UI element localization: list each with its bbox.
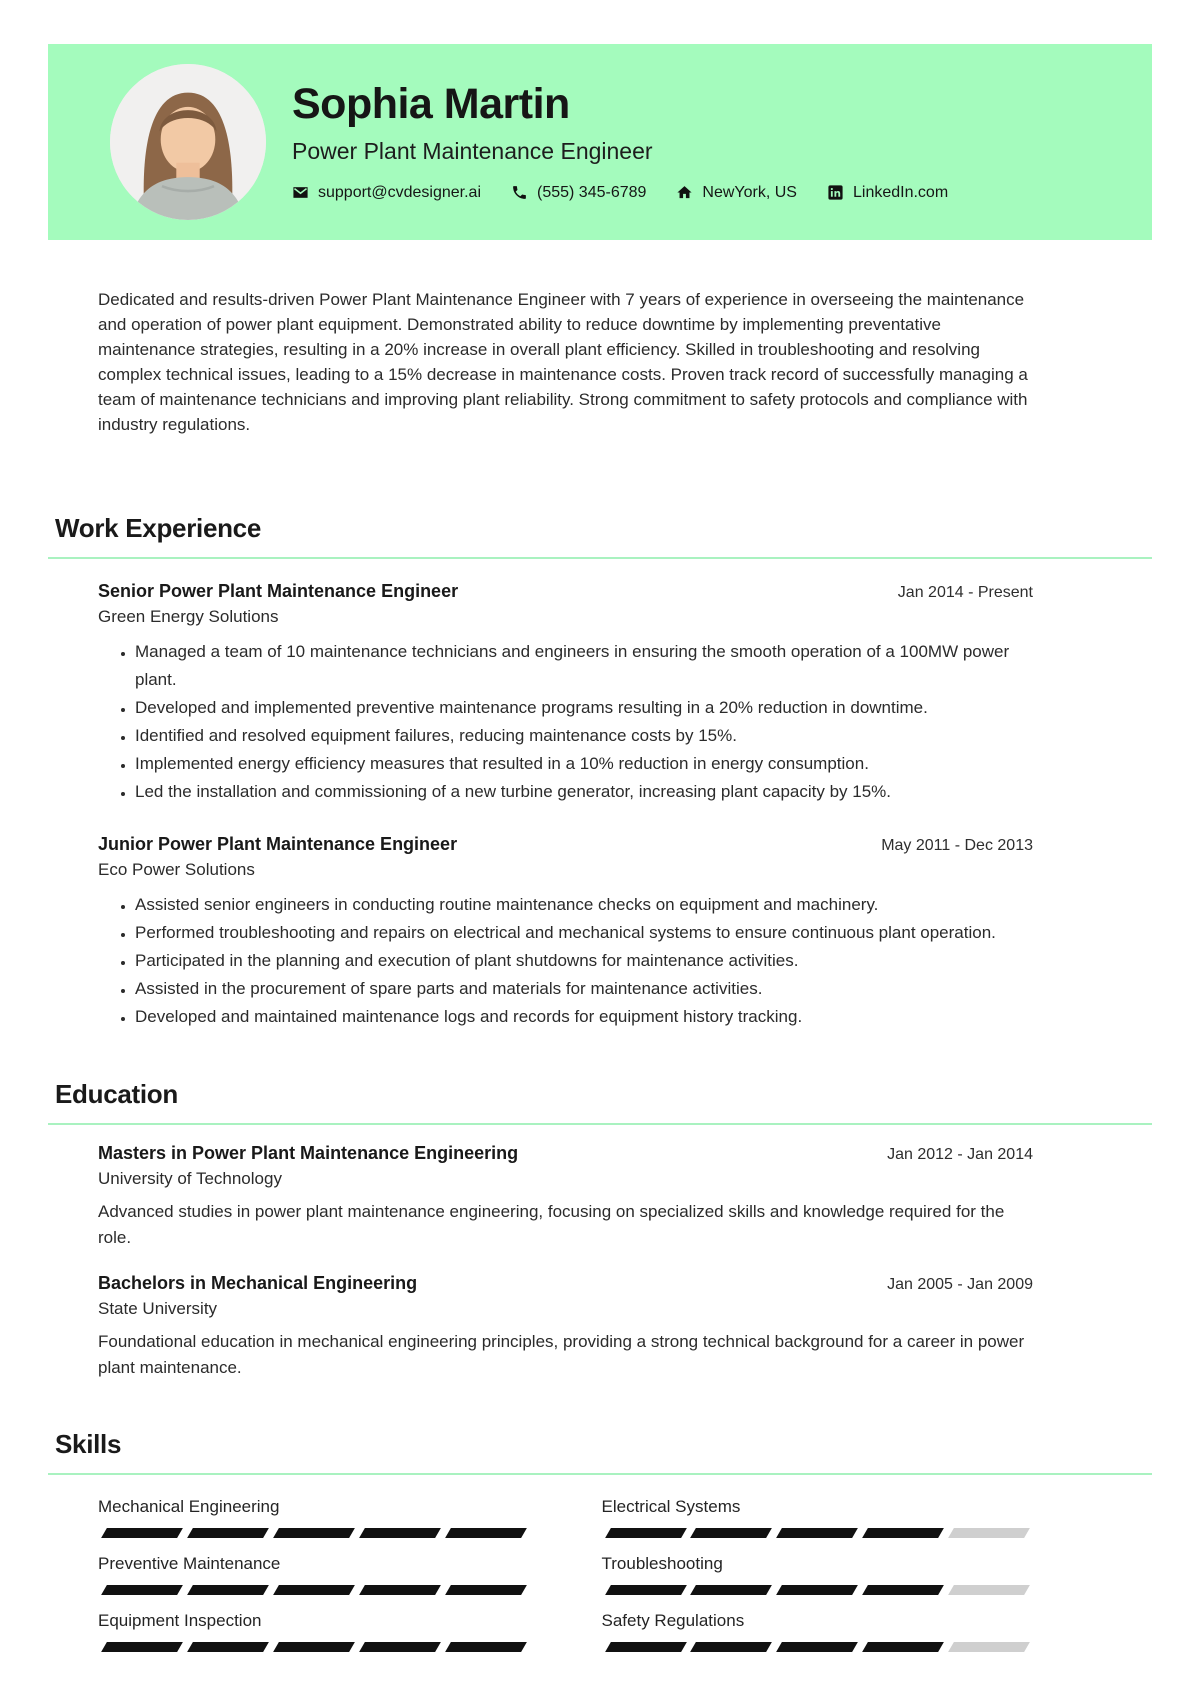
contact-location[interactable] [676,184,797,202]
skill-bar-segment [862,1585,944,1595]
section-divider [48,557,1152,559]
contact-phone-text: (555) 345-6789 [537,183,647,201]
skill-bar-segment [273,1585,355,1595]
skill-level-bar [602,1642,1034,1652]
job-bullet-list [98,891,1033,1031]
skill-label: Equipment Inspection [98,1611,262,1630]
skill-level-bar [98,1642,530,1652]
contact-linkedin[interactable] [827,184,948,202]
skill-bar-segment [445,1528,527,1538]
job-bullet: • Managed a team of 10 maintenance technicians and engineers in ensuring the smooth operation of a 100MW power plant. [135,638,1033,694]
job-bullet: • Performed troubleshooting and repairs on electrical and mechanical systems to ensure continuous plant operation. [135,919,1033,947]
skill-bar-segment [101,1585,183,1595]
skills-section [48,1429,1152,1652]
skill-bar-segment [948,1585,1030,1595]
section-divider [48,1473,1152,1475]
skill-bar-segment [359,1642,441,1652]
contact-location-text: NewYork, US [702,183,797,201]
skill-label: Mechanical Engineering [98,1497,280,1516]
skill-level-bar [98,1528,530,1538]
education-section [48,1079,1152,1381]
avatar-illustration [110,64,266,220]
skill-bar-segment [948,1642,1030,1652]
skill-bar-segment [273,1642,355,1652]
school-name: University of Technology [98,1169,282,1188]
skill-bar-segment [359,1528,441,1538]
candidate-name: Sophia Martin [292,80,570,129]
contact-email-text: support@cvdesigner.ai [318,183,481,201]
candidate-title: Power Plant Maintenance Engineer [292,137,653,164]
work-experience-heading: Work Experience [55,513,262,543]
email-icon [292,184,309,201]
contact-linkedin-text: LinkedIn.com [852,183,949,201]
skill-label: Preventive Maintenance [98,1554,281,1573]
job-bullet: • Led the installation and commissioning of a new turbine generator, increasing plant capacity by 15%. [135,778,1033,806]
skill-bar-segment [445,1642,527,1652]
job-title: Junior Power Plant Maintenance Engineer [98,834,458,854]
skill-item [602,1497,1034,1538]
skill-bar-segment [776,1528,858,1538]
header-band [48,44,1152,240]
skill-bar-segment [101,1528,183,1538]
profile-photo [110,64,266,220]
degree-title: Bachelors in Mechanical Engineering [98,1273,418,1293]
skill-label: Electrical Systems [601,1497,741,1516]
skill-bar-segment [187,1642,269,1652]
skill-item [98,1554,530,1595]
contact-phone[interactable] [511,184,646,202]
job-bullet: • Implemented energy efficiency measures that resulted in a 10% reduction in energy consumption. [135,750,1033,778]
education-heading: Education [55,1079,178,1109]
education-entry-masters [48,1143,1152,1251]
skill-bar-segment [187,1585,269,1595]
job-bullet: • Developed and implemented preventive maintenance programs resulting in a 20% reduction in downtime. [135,694,1033,722]
contact-row [292,184,948,202]
skill-bar-segment [605,1528,687,1538]
skill-level-bar [602,1528,1034,1538]
skill-bar-segment [187,1528,269,1538]
skill-bar-segment [605,1585,687,1595]
contact-email[interactable] [292,184,481,202]
degree-title: Masters in Power Plant Maintenance Engineering [98,1143,519,1163]
degree-description: Foundational education in mechanical engineering principles, providing a strong technical background for a career in power plant maintenance. [98,1332,1025,1377]
job-dates: May 2011 - Dec 2013 [881,837,1033,854]
job-dates: Jan 2014 - Present [897,584,1033,601]
skill-item [98,1497,530,1538]
degree-dates: Jan 2012 - Jan 2014 [887,1146,1033,1163]
skill-item [98,1611,530,1652]
job-bullet: • Assisted senior engineers in conducting routine maintenance checks on equipment and machinery. [135,891,1033,919]
degree-dates: Jan 2005 - Jan 2009 [887,1276,1033,1293]
skill-bar-segment [691,1528,773,1538]
skills-heading: Skills [55,1429,122,1459]
skill-level-bar [602,1585,1034,1595]
skill-level-bar [98,1585,530,1595]
job-bullet: • Identified and resolved equipment failures, reducing maintenance costs by 15%. [135,722,1033,750]
skill-label: Troubleshooting [601,1554,723,1573]
job-bullet: • Developed and maintained maintenance logs and records for equipment history tracking. [135,1003,1033,1031]
job-title: Senior Power Plant Maintenance Engineer [98,581,459,601]
skill-bar-segment [776,1642,858,1652]
skills-grid [98,1497,1033,1652]
education-entry-bachelors [48,1273,1152,1381]
job-company: Green Energy Solutions [98,607,279,626]
skill-item [602,1554,1034,1595]
skill-bar-segment [273,1528,355,1538]
job-entry-junior [48,834,1152,1031]
skill-bar-segment [101,1642,183,1652]
home-icon [676,184,693,201]
degree-description: Advanced studies in power plant maintenance engineering, focusing on specialized skills and knowledge required for the role. [98,1202,1005,1247]
skill-bar-segment [691,1585,773,1595]
phone-icon [511,184,528,201]
skill-bar-segment [359,1585,441,1595]
skill-item [602,1611,1034,1652]
skill-bar-segment [948,1528,1030,1538]
job-bullet-list [98,638,1033,806]
section-divider [48,1123,1152,1125]
skill-bar-segment [862,1528,944,1538]
skill-bar-segment [605,1642,687,1652]
linkedin-icon [827,184,844,201]
job-entry-senior [48,581,1152,806]
work-experience-section [48,513,1152,1031]
job-bullet: • Participated in the planning and execution of plant shutdowns for maintenance activities. [135,947,1033,975]
school-name: State University [98,1299,218,1318]
skill-bar-segment [691,1642,773,1652]
professional-summary: Dedicated and results-driven Power Plant Maintenance Engineer with 7 years of experience in overseeing the maintenance and operation of power plant equipment. Demonstrated ability to reduce downtime by implementing preventative maintenance strategies, resulting in a 20% increase in overall plant efficiency. Skilled in troubleshooting and resolving complex technical issues, leading to a 15% decrease in maintenance costs. Proven track record of successfully managing a team of maintenance technicians and improving plant reliability. Strong commitment to safety protocols and compliance with industry regulations. [98,290,1028,434]
skill-bar-segment [776,1585,858,1595]
skill-label: Safety Regulations [601,1611,745,1630]
skill-bar-segment [445,1585,527,1595]
skill-bar-segment [862,1642,944,1652]
job-bullet: • Assisted in the procurement of spare parts and materials for maintenance activities. [135,975,1033,1003]
identity-block [292,82,948,201]
job-company: Eco Power Solutions [98,860,255,879]
